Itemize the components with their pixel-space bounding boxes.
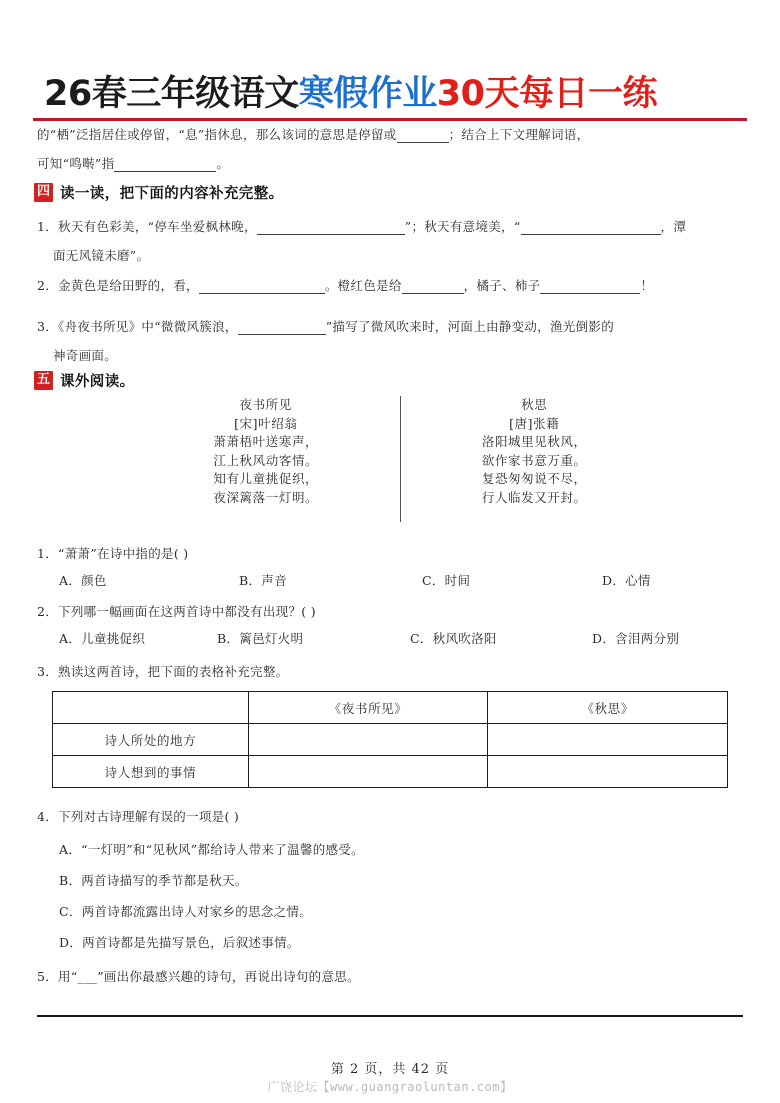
carryover-line-1-tail: ；结合上下文理解词语， [448,127,590,142]
option-4-d[interactable]: D．两首诗都是先描写景色，后叙述事情。 [59,935,300,950]
option-4-a[interactable]: A．“一灯明”和“见秋风”都给诗人带来了温馨的感受。 [59,842,364,857]
fill-blank[interactable] [521,222,661,235]
table-answer-cell[interactable] [488,756,728,788]
section4-question-1-line2: 面无风镜未磨”。 [53,248,150,263]
section4-question-2 [37,277,653,294]
carryover-line-2-tail: 。 [216,156,230,171]
table-row-label-1: 诗人想到的事情 [53,756,249,788]
reading-question-1-options [37,572,737,590]
option-2-a[interactable]: A．儿童挑促织 [59,631,146,646]
title-part-blue: 寒假作业 [298,74,437,114]
section-number-badge-5: 五 [34,371,53,390]
reading-question-1-stem: 1．“萧萧”在诗中指的是( ) [37,546,189,561]
table-answer-cell[interactable] [248,756,488,788]
carryover-line-2-text: 可知“鸣啭”指 [37,156,115,171]
option-1-c[interactable]: C．时间 [422,573,471,588]
section4-question-1-line1 [37,218,686,235]
poem-1-line-2: 江上秋风动客情。 [213,452,319,468]
poem-2-title: 秋思 [521,397,548,412]
q1-text-b: ”；秋天有意境美，“ [404,219,521,234]
option-2-b[interactable]: B．篱邑灯火明 [217,631,304,646]
poem-2 [419,396,651,524]
poem-1-author: [宋]叶绍翁 [234,415,298,431]
fill-blank[interactable] [540,281,640,294]
poem-divider [400,396,401,522]
table-header-cell-0 [53,692,249,724]
reading-question-5-stem: 5．用“___”画出你最感兴趣的诗句，再说出诗句的意思。 [37,969,360,984]
table-header-cell-2: 《秋思》 [488,692,728,724]
table-row-label-0: 诗人所处的地方 [53,724,249,756]
table-answer-cell[interactable] [248,724,488,756]
poem-2-line-1: 洛阳城里见秋风， [481,434,587,449]
carryover-line-2 [37,155,229,172]
fill-blank[interactable] [257,222,405,235]
section4-question-3-line2: 神奇画面。 [53,348,118,363]
table-answer-cell[interactable] [488,724,728,756]
poem-1-line-3: 知有儿童挑促织， [213,471,319,486]
table-row [53,724,728,756]
page-title [44,72,744,120]
q2-text-b: 。橙红色是给 [324,278,402,293]
section4-question-3-line1 [37,318,614,335]
poem-1-line-1: 萧萧梧叶送寒声， [213,434,319,449]
reading-question-3-stem: 3．熟读这两首诗，把下面的表格补充完整。 [37,664,289,679]
title-part-red: 30天每日一练 [436,74,657,114]
poem-1 [150,396,382,524]
table-header-row [53,692,728,724]
section-title-5: 课外阅读。 [60,374,135,390]
poem-1-line-4: 夜深篱落一灯明。 [213,489,319,505]
answer-write-line[interactable] [37,1015,743,1017]
poem-2-line-3: 复恐匆匆说不尽， [481,471,587,486]
title-divider-rule [33,118,747,121]
fill-blank[interactable] [402,281,464,294]
option-2-d[interactable]: D．含泪两分别 [592,631,680,646]
poem-1-title: 夜书所见 [239,397,292,412]
section-heading-5 [34,370,135,391]
table-row [53,756,728,788]
fill-blank[interactable] [238,322,326,335]
carryover-line-1 [37,126,589,143]
fill-blank[interactable] [397,130,449,143]
option-4-b[interactable]: B．两首诗描写的季节都是秋天。 [59,873,248,888]
section-title-4: 读一读，把下面的内容补充完整。 [60,186,284,202]
title-part-black: 26春三年级语文 [44,74,299,114]
watermark-label: 广饶论坛【www.guangraoluntan.com】 [267,1080,513,1094]
page-number-label: 第 2 页，共 42 页 [330,1062,450,1077]
poems-container [150,396,650,524]
poem-2-author: [唐]张籍 [509,415,560,431]
poem-2-line-2: 欲作家书意万重。 [481,452,587,468]
option-1-a[interactable]: A．颜色 [59,573,107,588]
poem-2-line-4: 行人临发又开封。 [481,489,587,505]
fill-blank[interactable] [199,281,325,294]
option-4-c[interactable]: C．两首诗都流露出诗人对家乡的思念之情。 [59,904,313,919]
reading-question-2-options [37,630,737,648]
option-2-c[interactable]: C．秋风吹洛阳 [410,631,497,646]
option-1-b[interactable]: B．声音 [239,573,287,588]
q2-text-c: ，橘子、柿子 [463,278,541,293]
q3-text-b: ”描写了微风吹来时，河面上由静变动，渔光倒影的 [325,319,614,334]
reading-question-4-stem: 4．下列对古诗理解有误的一项是( ) [37,809,240,824]
q2-text-a: 2．金黄色是给田野的，看， [37,278,199,293]
q1-text-a: 1．秋天有色彩美，“停车坐爱枫林晚， [37,219,257,234]
q2-text-d: ！ [640,278,654,293]
table-header-cell-1: 《夜书所见》 [248,692,488,724]
section-heading-4 [34,182,284,203]
section-number-badge-4: 四 [34,183,53,202]
carryover-line-1-text: 的“栖”泛指居住或停留，“息”指休息，那么该词的意思是停留或 [37,127,397,142]
fill-blank[interactable] [114,159,216,172]
reading-question-2-stem: 2．下列哪一幅画面在这两首诗中都没有出现？( ) [37,604,316,619]
q1-text-c: ，潭 [660,219,687,234]
option-1-d[interactable]: D．心情 [602,573,651,588]
poem-comparison-table [52,691,728,788]
q3-text-a: 3．《舟夜书所见》中“微微风簇浪， [37,319,238,334]
